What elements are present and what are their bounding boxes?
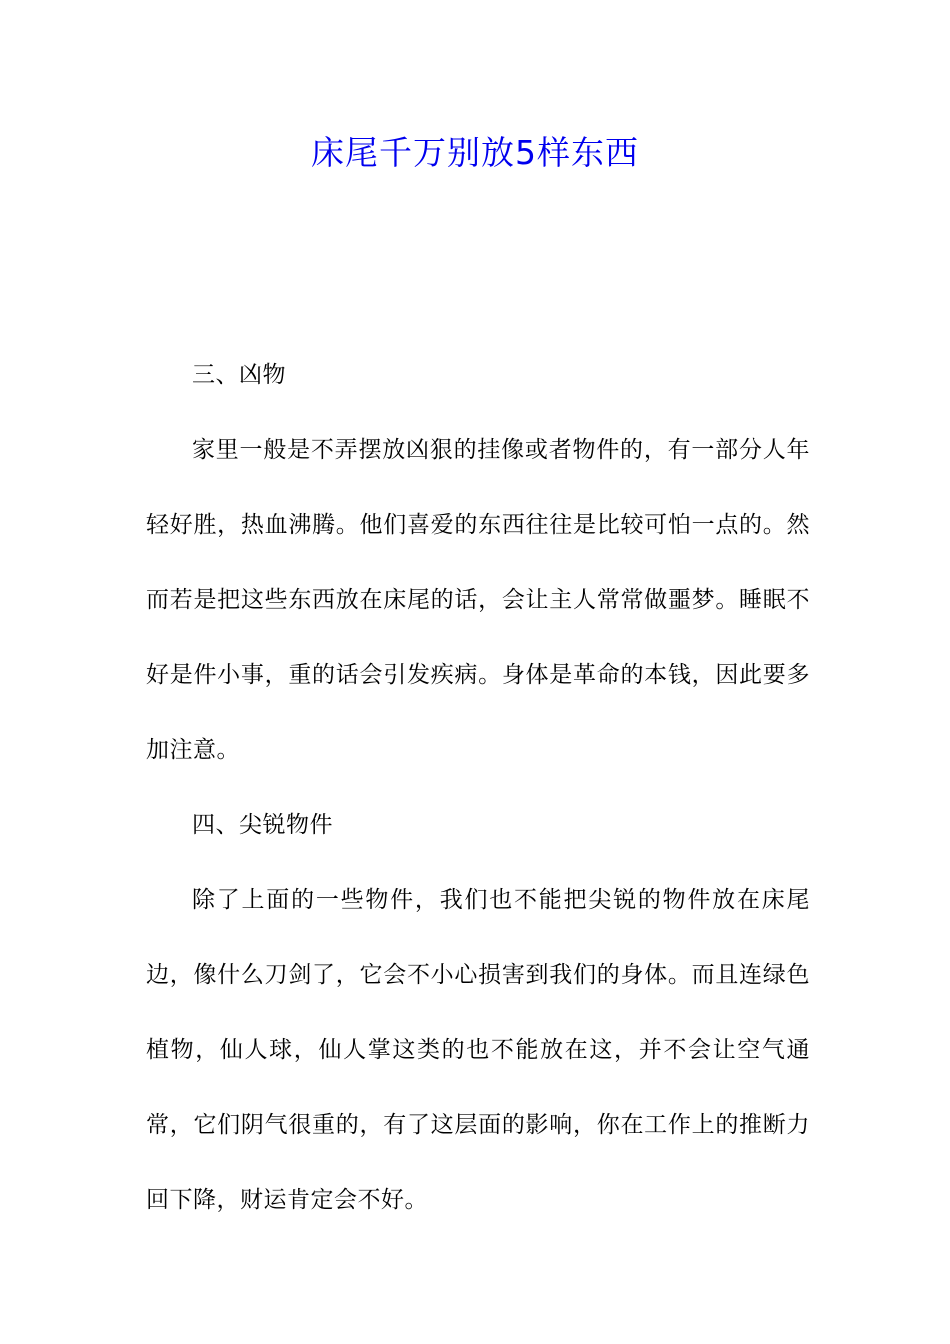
document-title: 床尾千万别放5样东西 <box>311 133 639 172</box>
section-heading-3: 三、凶物 <box>192 362 286 388</box>
section-heading-4: 四、尖锐物件 <box>192 812 333 838</box>
document-body <box>146 338 810 1238</box>
section-paragraph-3: 家里一般是不弄摆放凶狠的挂像或者物件的，有一部分人年轻好胜，热血沸腾。他们喜爱的东西往往是比较可怕一点的。然而若是把这些东西放在床尾的话，会让主人常常做噩梦。睡眠不好是件小事，重的话会引发疾病。身体是革命的本钱，因此要多加注意。 <box>146 437 810 763</box>
section-paragraph-4: 除了上面的一些物件，我们也不能把尖锐的物件放在床尾边，像什么刀剑了，它会不小心损害到我们的身体。而且连绿色植物，仙人球，仙人掌这类的也不能放在这，并不会让空气通常，它们阴气很重的，有了这层面的影响，你在工作上的推断力回下降，财运肯定会不好。 <box>146 887 810 1213</box>
